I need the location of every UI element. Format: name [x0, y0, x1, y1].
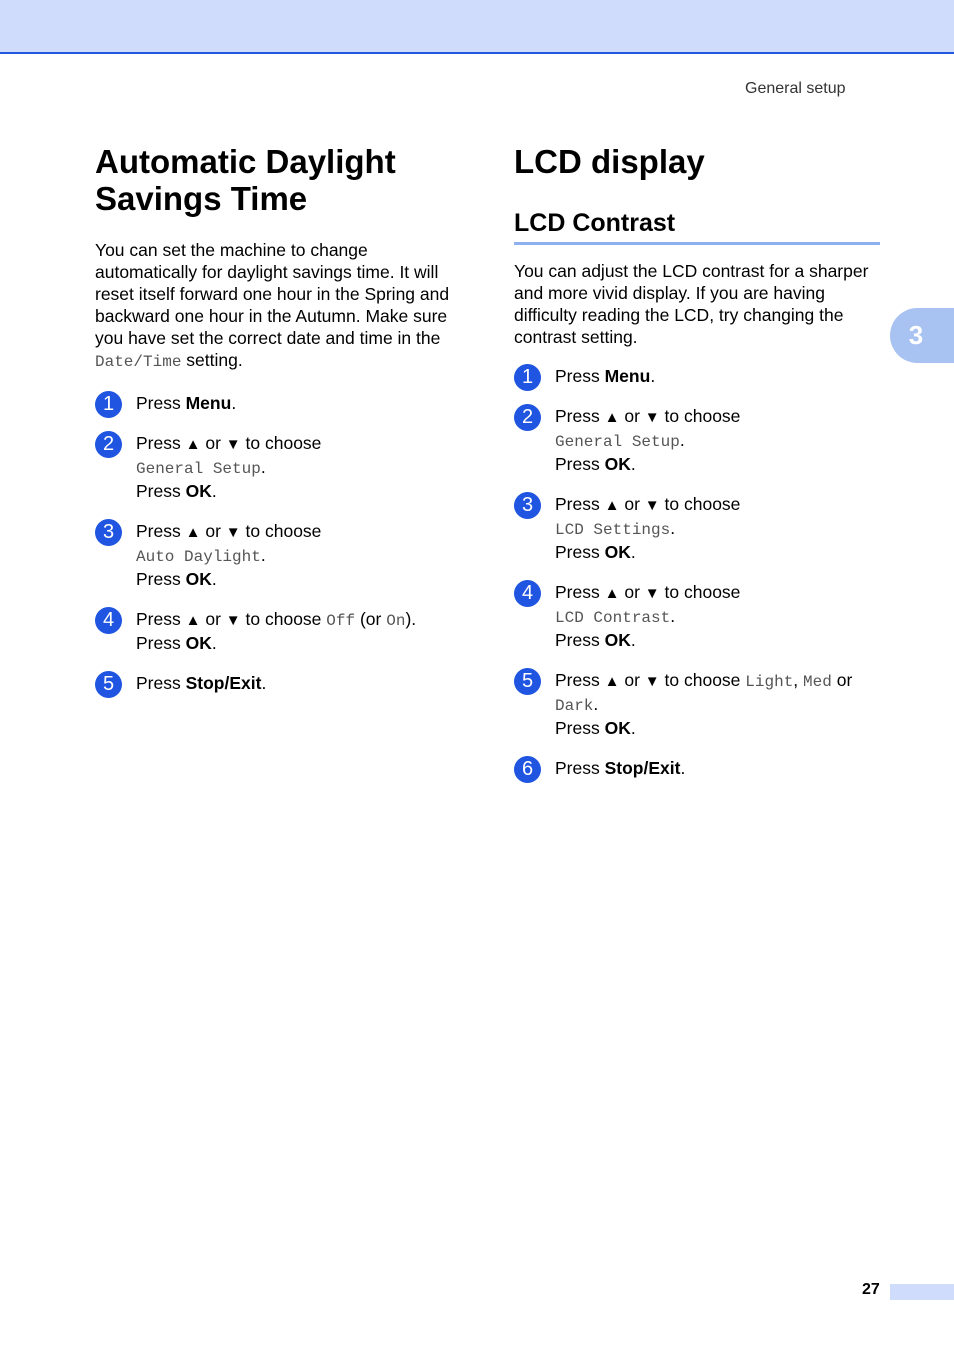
step-5	[514, 669, 880, 739]
step-5	[95, 672, 465, 694]
step-text: to choose	[664, 670, 741, 690]
punctuation: ,	[793, 670, 799, 690]
step-line-3	[555, 717, 880, 739]
intro-tail: setting.	[186, 350, 243, 370]
up-arrow-icon: ▲	[185, 524, 201, 541]
step-number-icon: 2	[95, 431, 122, 458]
up-arrow-icon: ▲	[185, 436, 201, 453]
step-line-1	[555, 669, 880, 693]
step-6	[514, 757, 880, 779]
step-line-2	[555, 517, 880, 541]
step-text: to choose	[245, 609, 322, 629]
key-name: OK	[185, 569, 212, 589]
menu-value: Off	[326, 612, 356, 630]
title-line-2: Savings Time	[95, 180, 308, 217]
step-2	[514, 405, 880, 475]
step-line-2	[555, 429, 880, 453]
step-3	[514, 493, 880, 563]
step-text: Press	[136, 521, 181, 541]
step-line-1	[555, 493, 880, 517]
step-number-icon: 5	[514, 668, 541, 695]
punctuation: .	[630, 630, 636, 650]
menu-value: LCD Settings	[555, 521, 671, 539]
page-number: 27	[862, 1281, 880, 1298]
step-line-2	[136, 632, 465, 654]
step-number-icon: 2	[514, 404, 541, 431]
step-line-3	[555, 541, 880, 563]
up-arrow-icon: ▲	[604, 673, 620, 690]
step-1	[95, 392, 465, 414]
punctuation: .	[670, 606, 676, 626]
step-text: Press	[555, 406, 600, 426]
key-name: Menu	[604, 366, 651, 386]
step-line-2	[136, 544, 465, 568]
step-3	[95, 520, 465, 590]
step-text: Press	[555, 582, 600, 602]
step-text: Press	[136, 569, 181, 589]
chapter-tab	[890, 308, 954, 363]
step-text: Press	[555, 494, 600, 514]
step-number-icon: 5	[95, 671, 122, 698]
menu-value-med: Med	[803, 673, 832, 691]
menu-value-light: Light	[745, 673, 794, 691]
step-text: or	[624, 670, 640, 690]
key-name: Stop/Exit	[604, 758, 681, 778]
step-text: to choose	[664, 582, 741, 602]
down-arrow-icon: ▼	[644, 585, 660, 602]
running-header: General setup	[745, 80, 846, 97]
punctuation: .	[630, 542, 636, 562]
down-arrow-icon: ▼	[644, 497, 660, 514]
step-text: Press	[136, 609, 181, 629]
key-name: Menu	[185, 393, 232, 413]
intro-paragraph-lcd: You can adjust the LCD contrast for a sharper and more vivid display. If you are having difficulty reading the LCD, try changing the contrast setting.	[514, 261, 869, 347]
punctuation: .	[260, 545, 266, 565]
step-line-1	[555, 405, 880, 429]
step-text: to choose	[664, 406, 741, 426]
step-line-1	[136, 432, 465, 456]
step-line-1	[555, 581, 880, 605]
step-number-icon: 6	[514, 756, 541, 783]
punctuation: .	[211, 569, 217, 589]
step-text: Press	[555, 718, 600, 738]
key-name: OK	[604, 718, 631, 738]
title-line-1: Automatic Daylight	[95, 143, 396, 180]
subsection-title-lcd-contrast: LCD Contrast	[514, 208, 880, 245]
step-line-3	[136, 480, 465, 502]
step-text: Press	[136, 433, 181, 453]
key-name: OK	[185, 481, 212, 501]
punctuation: .	[593, 694, 599, 714]
step-number-icon: 3	[95, 519, 122, 546]
step-number-icon: 1	[95, 391, 122, 418]
down-arrow-icon: ▼	[225, 612, 241, 629]
section-title-lcd-display: LCD display	[514, 143, 705, 180]
step-line-1	[136, 520, 465, 544]
menu-value: General Setup	[136, 460, 261, 478]
step-4	[514, 581, 880, 651]
step-line-2	[555, 693, 880, 717]
key-name: OK	[185, 633, 212, 653]
down-arrow-icon: ▼	[644, 409, 660, 426]
step-text: (or	[359, 609, 382, 629]
step-number-icon: 1	[514, 364, 541, 391]
punctuation: .	[679, 430, 685, 450]
top-header-band	[0, 0, 954, 54]
step-line-1	[136, 608, 465, 632]
menu-value: LCD Contrast	[555, 609, 671, 627]
key-name: OK	[604, 454, 631, 474]
punctuation: .	[261, 673, 267, 693]
step-text: or	[624, 406, 640, 426]
step-text: to choose	[245, 433, 322, 453]
left-column	[95, 143, 465, 694]
up-arrow-icon: ▲	[604, 497, 620, 514]
step-text: Press	[555, 758, 600, 778]
step-text: or	[205, 521, 221, 541]
step-1	[514, 365, 880, 387]
step-text: Press	[555, 670, 600, 690]
punctuation: .	[630, 718, 636, 738]
intro-text: You can set the machine to change automatically for daylight savings time. It will reset itself forward one hour in the Spring and backward one hour in the Autumn. Make sure you have set the correct date and time in the	[95, 240, 450, 348]
right-column	[514, 143, 880, 779]
step-text: or	[205, 609, 221, 629]
step-line-2	[555, 605, 880, 629]
step-text: or	[205, 433, 221, 453]
menu-value: Auto Daylight	[136, 548, 261, 566]
up-arrow-icon: ▲	[604, 585, 620, 602]
menu-value: General Setup	[555, 433, 680, 451]
step-text: to choose	[664, 494, 741, 514]
menu-value-dark: Dark	[555, 697, 594, 715]
intro-menu-value: Date/Time	[95, 353, 182, 371]
down-arrow-icon: ▼	[225, 436, 241, 453]
punctuation: .	[260, 457, 266, 477]
section-title-daylight	[95, 143, 465, 217]
up-arrow-icon: ▲	[604, 409, 620, 426]
step-2	[95, 432, 465, 502]
punctuation: ).	[405, 609, 417, 629]
punctuation: .	[630, 454, 636, 474]
step-text: to choose	[245, 521, 322, 541]
step-number-icon: 4	[514, 580, 541, 607]
step-line-3	[136, 568, 465, 590]
step-text: Press	[136, 633, 181, 653]
key-name: OK	[604, 542, 631, 562]
key-name: OK	[604, 630, 631, 650]
step-text: Press	[136, 393, 181, 413]
key-name: Stop/Exit	[185, 673, 262, 693]
footer-band	[890, 1284, 954, 1300]
step-line-2	[136, 456, 465, 480]
up-arrow-icon: ▲	[185, 612, 201, 629]
step-text: or	[624, 494, 640, 514]
down-arrow-icon: ▼	[644, 673, 660, 690]
punctuation: .	[231, 393, 237, 413]
punctuation: .	[650, 366, 656, 386]
punctuation: .	[680, 758, 686, 778]
punctuation: .	[211, 481, 217, 501]
chapter-tab-number: 3	[908, 320, 924, 350]
punctuation: .	[211, 633, 217, 653]
step-text: Press	[555, 630, 600, 650]
step-line-3	[555, 629, 880, 651]
step-4	[95, 608, 465, 654]
step-text: Press	[555, 542, 600, 562]
step-text: Press	[555, 454, 600, 474]
menu-value-alt: On	[386, 612, 406, 630]
step-line-3	[555, 453, 880, 475]
step-text: Press	[136, 673, 181, 693]
down-arrow-icon: ▼	[225, 524, 241, 541]
step-text: or	[624, 582, 640, 602]
step-text: Press	[136, 481, 181, 501]
step-number-icon: 3	[514, 492, 541, 519]
step-text: or	[836, 670, 853, 690]
intro-paragraph-daylight	[95, 239, 465, 373]
punctuation: .	[670, 518, 676, 538]
step-number-icon: 4	[95, 607, 122, 634]
step-text: Press	[555, 366, 600, 386]
